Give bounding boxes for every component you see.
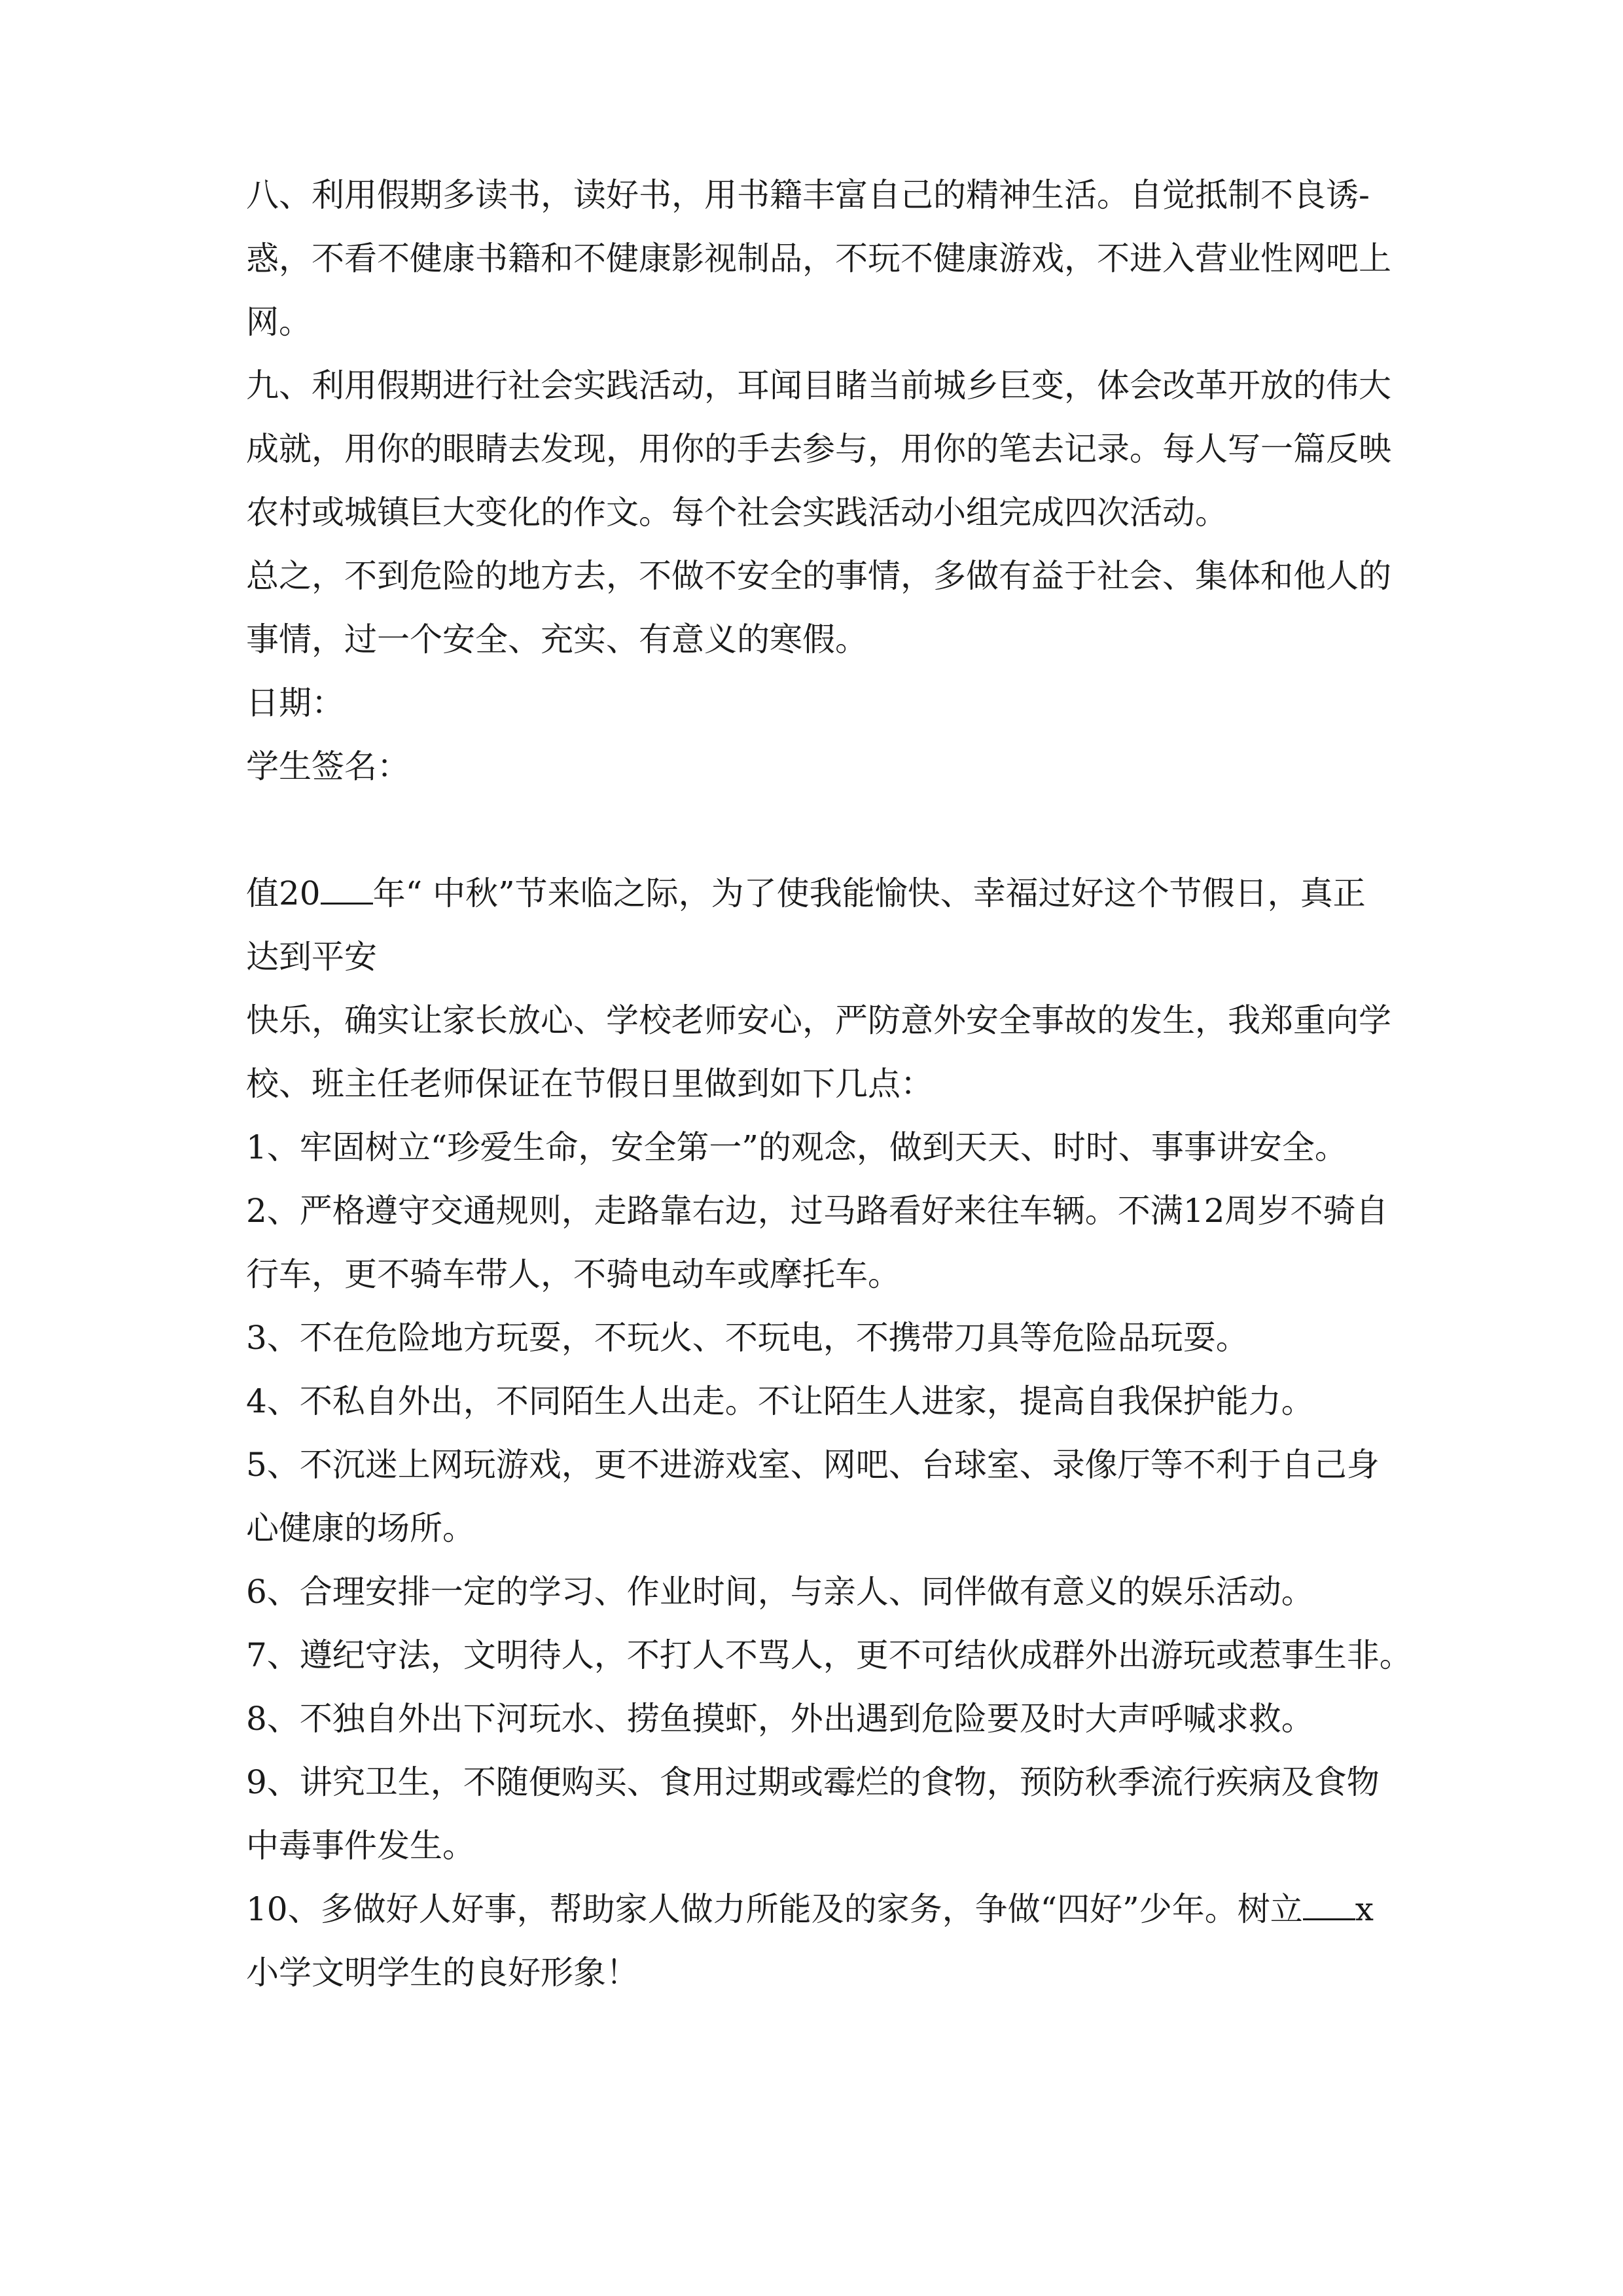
pledge-item: 中毒事件发生。	[246, 1827, 475, 1865]
intro-line	[246, 862, 1381, 925]
pledge-item: 6、合理安排一定的学习、作业时间，与亲人、同伴做有意义的娱乐活动。	[246, 1573, 1314, 1611]
text-line: 八、利用假期多读书，读好书，用书籍丰富自己的精神生活。自觉抵制不良诱-	[246, 176, 1370, 214]
pledge-item: 1、牢固树立“珍爱生命，安全第一”的观念，做到天天、时时、事事讲安全。	[246, 1128, 1347, 1166]
pledge-item-last-cont: 小学文明学生的良好形象！	[246, 1954, 639, 1992]
pledge-item-last	[246, 1878, 1381, 1941]
signature-label: 学生签名：	[246, 747, 410, 785]
pledge-item: 5、不沉迷上网玩游戏，更不进游戏室、网吧、台球室、录像厅等不利于自己身	[246, 1446, 1380, 1484]
text-line: 农村或城镇巨大变化的作文。每个社会实践活动小组完成四次活动。	[246, 493, 1228, 531]
text-line: 事情，过一个安全、充实、有意义的寒假。	[246, 620, 868, 658]
pledge-item: 2、严格遵守交通规则，走路靠右边，过马路看好来往车辆。不满12周岁不骑自	[246, 1192, 1389, 1230]
pledge-item: 3、不在危险地方玩耍，不玩火、不玩电，不携带刀具等危险品玩耍。	[246, 1319, 1249, 1357]
intro-text-start: 值20	[246, 874, 321, 912]
intro-text-end: 年“ 中秋”节来临之际，为了使我能愉快、幸福过好这个节假日，真正	[372, 874, 1366, 912]
intro-line: 达到平安	[246, 938, 377, 976]
pledge-item: 心健康的场所。	[246, 1509, 475, 1547]
pledge-item: 7、遵纪守法，文明待人，不打人不骂人，更不可结伙成群外出游玩或惹事生非。	[246, 1636, 1412, 1674]
pledge-item: 8、不独自外出下河玩水、捞鱼摸虾，外出遇到危险要及时大声呼喊求救。	[246, 1700, 1314, 1738]
text-line: 网。	[246, 303, 312, 341]
text-line: 惑，不看不健康书籍和不健康影视制品，不玩不健康游戏，不进入营业性网吧上	[246, 240, 1391, 278]
blank-underline	[1303, 1892, 1355, 1920]
last-item-suffix: x	[1355, 1890, 1374, 1928]
pledge-item: 行车，更不骑车带人，不骑电动车或摩托车。	[246, 1255, 901, 1293]
last-item-text: 10、多做好人好事，帮助家人做力所能及的家务，争做“四好”少年。树立	[246, 1890, 1303, 1928]
text-line: 成就，用你的眼睛去发现，用你的手去参与，用你的笔去记录。每人写一篇反映	[246, 430, 1391, 468]
text-line: 九、利用假期进行社会实践活动，耳闻目睹当前城乡巨变，体会改革开放的伟大	[246, 367, 1391, 404]
pledge-item: 4、不私自外出，不同陌生人出走。不让陌生人进家，提高自我保护能力。	[246, 1382, 1314, 1420]
section-divider-space	[246, 798, 1381, 862]
intro-line: 校、班主任老师保证在节假日里做到如下几点：	[246, 1065, 933, 1103]
document-page	[246, 164, 1412, 2005]
pledge-item: 9、讲究卫生，不随便购买、食用过期或霉烂的食物，预防秋季流行疾病及食物	[246, 1763, 1380, 1801]
blank-underline	[321, 876, 373, 905]
intro-line: 快乐，确实让家长放心、学校老师安心，严防意外安全事故的发生，我郑重向学	[246, 1001, 1391, 1039]
date-label: 日期：	[246, 684, 344, 722]
text-line: 总之，不到危险的地方去，不做不安全的事情，多做有益于社会、集体和他人的	[246, 557, 1391, 595]
